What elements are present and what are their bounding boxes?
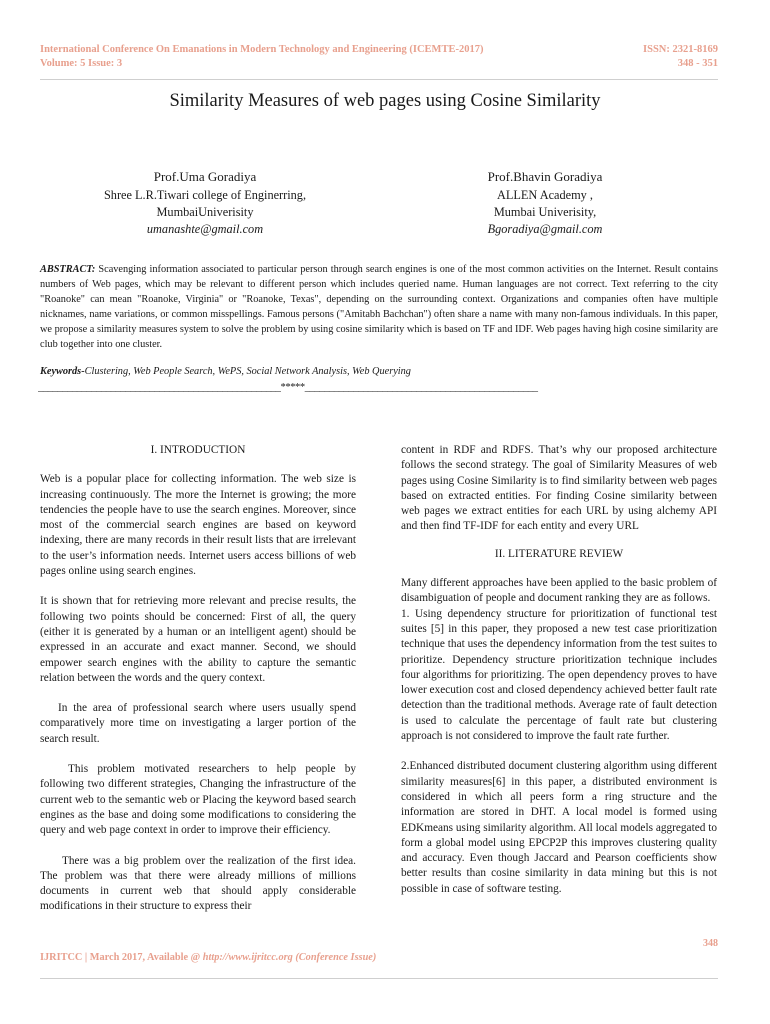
left-column (40, 443, 356, 930)
page-range: 348 - 351 (677, 58, 718, 69)
abstract (40, 263, 718, 352)
keywords-text: Clustering, Web People Search, WePS, Social Network Analysis, Web Querying (84, 366, 411, 377)
keywords-label: Keywords- (40, 366, 85, 377)
conference-name: International Conference On Emanations in Modern Technology and Engineering (ICEMTE-2017) (40, 44, 484, 55)
author-affiliation: ALLEN Academy , (497, 188, 593, 202)
issn: ISSN: 2321-8169 (643, 44, 718, 55)
author-2 (465, 168, 625, 238)
volume-issue: Volume: 5 Issue: 3 (40, 58, 123, 69)
author-name: Prof.Bhavin Goradiya (487, 169, 603, 184)
author-1 (90, 168, 320, 238)
author-email: Bgoradiya@gmail.com (487, 222, 603, 236)
section-heading-introduction: I. INTRODUCTION (150, 444, 246, 456)
paragraph: There was a big problem over the realization of the first idea. The problem was that there were already millions of millions documents in current web that should apply considerable modifications in their structure to express their (40, 854, 356, 913)
paragraph: Web is a popular place for collecting information. The web size is increasing continuously. The more the Internet is growing; the more tendencies the people have to use the search engines. Moreover, since most of the commercial search engines are based on keyword indexing, there are many records in their result lists that are irrelevant to the user’s information needs. Internet users access billions of web pages online using search engines. (40, 473, 356, 578)
section-separator: __________________________________________________*****________________________________________________ (38, 382, 538, 393)
abstract-text: Scavenging information associated to particular person through search engines is one of the most common activities on the Internet. Result contains numbers of Web pages, which may be relevant to different person which includes queried name. Human languages are not correct. Text referring to the city "Roanoke" can mean "Roanoke, Virginia" or "Roanoke, Texas", depending on the surrounding context. Organizations and companies often have multiple nicknames, name variations, or common misspellings. Famous persons ("Amitabh Bachchan") often share a name with many non-famous individuals. In this paper, we propose a similarity measures system to solve the problem by using cosine similarity which is based on TF and IDF. Web pages having high cosine similarity are club together into one cluster. (40, 264, 718, 350)
paragraph: This problem motivated researchers to help people by following two different strategies, Changing the infrastructure of the current web to the semantic web or Placing the keyword based search engines as the base and doing some modifications to considering the query and web page context in order to improve their efficiency. (40, 763, 356, 837)
footer (40, 952, 376, 963)
paragraph: It is shown that for retrieving more relevant and precise results, the following two points should be concerned: First of all, the query (either it is generated by a human or an intelligent agent) should be expressed in an accurate and exact manner. Second, we should empower search engines with the ability to capture the semantic relation between the words and the query context. (40, 595, 356, 684)
author-email: umanashte@gmail.com (146, 222, 264, 236)
issn-header (643, 43, 718, 71)
keywords (40, 366, 411, 377)
right-column (401, 443, 717, 912)
paper-title: Similarity Measures of web pages using Cosine Similarity (169, 91, 601, 111)
page-number: 348 (703, 938, 718, 949)
paragraph: 1. Using dependency structure for prioritization of functional test suites [5] in this paper, they proposed a new test case prioritization technique that uses the dependency information from the test suites to prioritize. Dependency structure prioritization technique includes four algorithms for prioritizing. The open dependency proves to have lower execution cost and closed dependency achieved better fault rate detection than the traditional methods. Average rate of fault detection is used to calculate the percentage of fault rate but clustering approach is not considered to improve the fault rate further. (401, 607, 717, 743)
conference-header (40, 43, 483, 71)
author-university: Mumbai Univerisity, (493, 205, 597, 219)
author-university: MumbaiUniverisity (156, 205, 254, 219)
abstract-label: ABSTRACT: (40, 264, 96, 275)
section-heading-literature-review: II. LITERATURE REVIEW (494, 547, 624, 560)
author-name: Prof.Uma Goradiya (153, 169, 257, 184)
author-affiliation: Shree L.R.Tiwari college of Enginerring, (103, 188, 307, 202)
paragraph: content in RDF and RDFS. That’s why our proposed architecture follows the second strategy. The goal of Similarity Measures of web pages using Cosine Similarity is to find similarity between web pages based on extracted entities. For finding Cosine similarity between web pages we extract entities for each URL by using alchemy API and then find TF-IDF for each entity and every URL (401, 444, 717, 533)
footer-rule (40, 978, 718, 979)
paragraph: Many different approaches have been applied to the basic problem of disambiguation of people and document ranking they are as follows. (401, 577, 717, 605)
paragraph: 2.Enhanced distributed document clustering algorithm using different similarity measures[6] in this paper, a distributed environment is considered in which all peers form a ring structure and the information are stored in DHT. A local model is formed using EDKmeans using similarity algorithm. All local models aggregated to form a global model using EPCP2P this improves clustering quality and accuracy. Even though Jaccard and Pearson coefficients show better results than cosine similarity in data mining but this is not possible in case of software testing. (401, 760, 717, 895)
header-rule (40, 79, 718, 80)
footer-link[interactable]: http://www.ijritcc.org (Conference Issue) (202, 952, 377, 963)
footer-text: IJRITCC | March 2017, Available @ (40, 952, 203, 963)
paragraph: In the area of professional search where users usually spend comparatively more time on investigating a larger portion of the search result. (40, 702, 356, 745)
